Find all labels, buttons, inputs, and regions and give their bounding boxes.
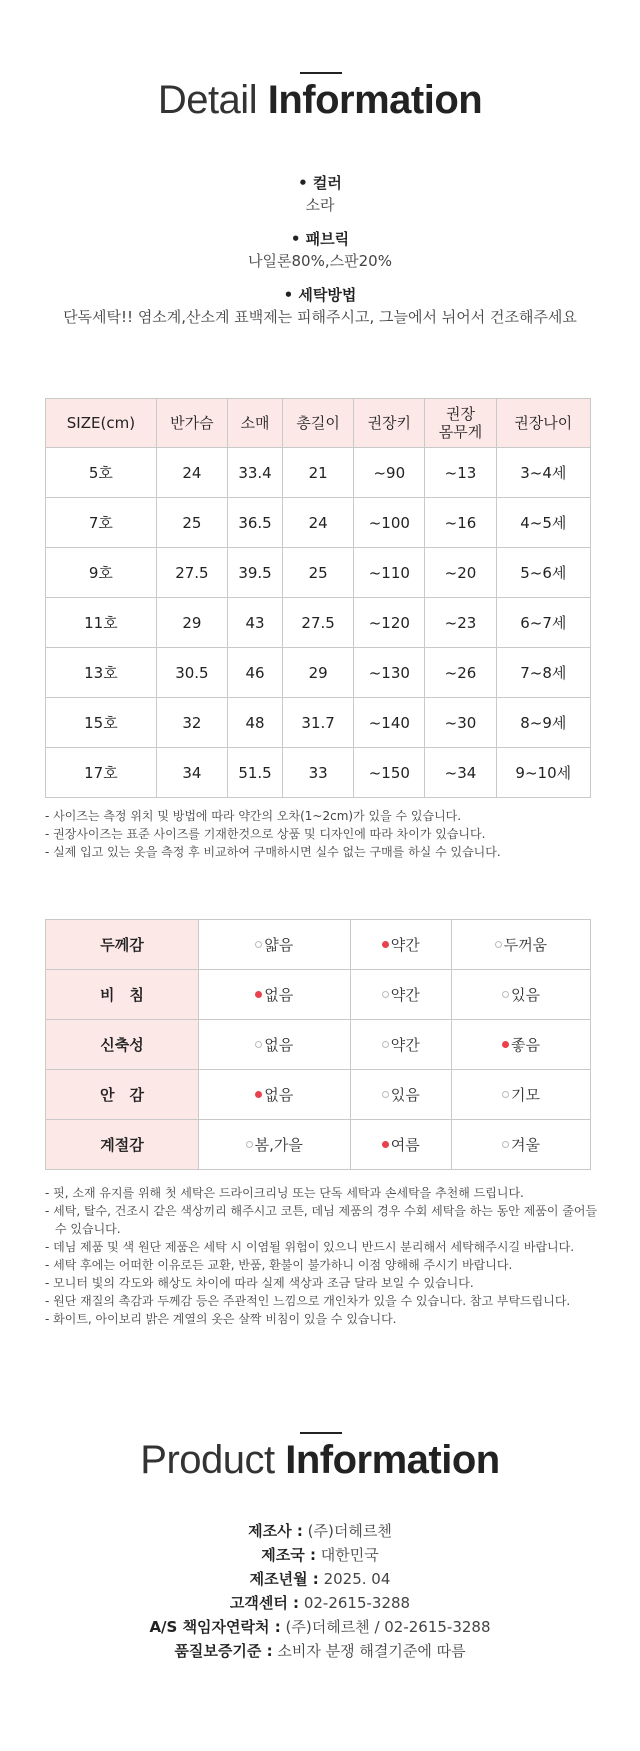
table-cell: 5호 bbox=[46, 448, 157, 498]
heading-divider bbox=[300, 1432, 342, 1434]
table-cell: ~140 bbox=[354, 698, 425, 748]
unselected-dot-icon bbox=[382, 1091, 389, 1098]
product-heading bbox=[0, 1438, 640, 1483]
feel-option bbox=[350, 1020, 451, 1070]
table-row bbox=[46, 648, 591, 698]
table-cell: 27.5 bbox=[156, 548, 227, 598]
table-cell: ~20 bbox=[425, 548, 496, 598]
detail-value: 소라 bbox=[305, 196, 335, 214]
table-cell: ~23 bbox=[425, 598, 496, 648]
table-cell: 29 bbox=[283, 648, 354, 698]
care-note: - 세탁, 탈수, 건조시 같은 색상끼리 해주시고 코튼, 데님 제품의 경우 수회 세탁을 하는 동안 제품이 줄어들 수 있습니다. bbox=[45, 1204, 598, 1236]
detail-heading bbox=[0, 78, 640, 123]
unselected-dot-icon bbox=[502, 991, 509, 998]
feel-label: 신축성 bbox=[46, 1020, 199, 1070]
detail-list bbox=[0, 172, 640, 340]
feel-option-label: 기모 bbox=[510, 1086, 540, 1104]
table-cell: 3~4세 bbox=[496, 448, 590, 498]
selected-dot-icon bbox=[502, 1041, 509, 1048]
feel-option bbox=[451, 1020, 590, 1070]
detail-label: • 컬러 bbox=[298, 174, 342, 192]
detail-value: 단독세탁!! 염소계,산소계 표백제는 피해주시고, 그늘에서 뉘어서 건조해주세요 bbox=[63, 308, 577, 326]
fabric-feel-body bbox=[46, 920, 591, 1170]
unselected-dot-icon bbox=[502, 1141, 509, 1148]
table-cell: 6~7세 bbox=[496, 598, 590, 648]
table-row bbox=[46, 748, 591, 798]
table-cell: 39.5 bbox=[228, 548, 283, 598]
detail-item-washing bbox=[0, 284, 640, 328]
table-row bbox=[46, 498, 591, 548]
feel-label: 계절감 bbox=[46, 1120, 199, 1170]
info-key: 제조사 : bbox=[248, 1522, 303, 1540]
info-key: 고객센터 : bbox=[229, 1594, 300, 1612]
feel-option bbox=[199, 1120, 351, 1170]
info-value: 대한민국 bbox=[320, 1546, 379, 1564]
table-cell: 7~8세 bbox=[496, 648, 590, 698]
feel-option-label: 봄,가을 bbox=[254, 1136, 303, 1154]
info-key: A/S 책임자연락처 : bbox=[149, 1618, 281, 1636]
size-note: - 사이즈는 측정 위치 및 방법에 따라 약간의 오차(1~2cm)가 있을 수 있습니다. bbox=[45, 809, 462, 823]
feel-option bbox=[350, 920, 451, 970]
feel-option bbox=[350, 1120, 451, 1170]
header-half-chest: 반가슴 bbox=[156, 399, 227, 448]
unselected-dot-icon bbox=[495, 941, 502, 948]
feel-label: 안 감 bbox=[46, 1070, 199, 1120]
table-row bbox=[46, 598, 591, 648]
info-value: (주)더헤르첸 / 02-2615-3288 bbox=[285, 1618, 491, 1636]
table-row bbox=[46, 448, 591, 498]
unselected-dot-icon bbox=[382, 1041, 389, 1048]
table-cell: 24 bbox=[156, 448, 227, 498]
feel-option-label: 없음 bbox=[264, 986, 294, 1004]
care-note: - 핏, 소재 유지를 위해 첫 세탁은 드라이크리닝 또는 단독 세탁과 손세탁을 추천해 드립니다. bbox=[45, 1186, 524, 1200]
feel-option-label: 여름 bbox=[390, 1136, 420, 1154]
feel-option-label: 좋음 bbox=[510, 1036, 540, 1054]
table-cell: 25 bbox=[283, 548, 354, 598]
care-note: - 화이트, 아이보리 밝은 계열의 옷은 살짝 비침이 있을 수 있습니다. bbox=[45, 1312, 397, 1326]
table-cell: ~13 bbox=[425, 448, 496, 498]
table-cell: 13호 bbox=[46, 648, 157, 698]
table-cell: 51.5 bbox=[228, 748, 283, 798]
table-cell: 36.5 bbox=[228, 498, 283, 548]
info-value: (주)더헤르첸 bbox=[307, 1522, 392, 1540]
info-key: 제조국 : bbox=[261, 1546, 316, 1564]
size-table bbox=[45, 398, 591, 798]
table-cell: 48 bbox=[228, 698, 283, 748]
feel-option-label: 있음 bbox=[390, 1086, 420, 1104]
header-total-length: 총길이 bbox=[283, 399, 354, 448]
header-weight-text: 권장 몸무게 bbox=[438, 405, 483, 441]
detail-item-fabric bbox=[0, 228, 640, 272]
feel-option-label: 두꺼움 bbox=[503, 936, 548, 954]
table-row bbox=[46, 1120, 591, 1170]
header-size: SIZE(cm) bbox=[46, 399, 157, 448]
table-cell: 11호 bbox=[46, 598, 157, 648]
unselected-dot-icon bbox=[255, 1041, 262, 1048]
header-sleeve: 소매 bbox=[228, 399, 283, 448]
table-row bbox=[46, 920, 591, 970]
size-note: - 권장사이즈는 표준 사이즈를 기재한것으로 상품 및 디자인에 따라 차이가 있습니다. bbox=[45, 827, 486, 841]
table-cell: 30.5 bbox=[156, 648, 227, 698]
table-cell: 8~9세 bbox=[496, 698, 590, 748]
table-cell: ~30 bbox=[425, 698, 496, 748]
table-row bbox=[46, 698, 591, 748]
table-cell: 15호 bbox=[46, 698, 157, 748]
table-cell: 9~10세 bbox=[496, 748, 590, 798]
feel-option-label: 있음 bbox=[510, 986, 540, 1004]
info-key: 품질보증기준 : bbox=[174, 1642, 273, 1660]
product-heading-bold: Information bbox=[285, 1438, 500, 1482]
selected-dot-icon bbox=[382, 941, 389, 948]
care-notes bbox=[45, 1184, 605, 1328]
feel-option bbox=[199, 970, 351, 1020]
table-cell: ~26 bbox=[425, 648, 496, 698]
care-note: - 세탁 후에는 어떠한 이유로든 교환, 반품, 환불이 불가하니 이점 양해해 주시기 바랍니다. bbox=[45, 1258, 513, 1272]
table-cell: ~130 bbox=[354, 648, 425, 698]
table-cell: 31.7 bbox=[283, 698, 354, 748]
table-cell: 24 bbox=[283, 498, 354, 548]
table-cell: 25 bbox=[156, 498, 227, 548]
table-cell: ~16 bbox=[425, 498, 496, 548]
feel-option-label: 얇음 bbox=[264, 936, 294, 954]
care-note: - 데님 제품 및 색 원단 제품은 세탁 시 이염될 위험이 있으니 반드시 분리해서 세탁해주시길 바랍니다. bbox=[45, 1240, 575, 1254]
feel-label: 두께감 bbox=[46, 920, 199, 970]
selected-dot-icon bbox=[382, 1141, 389, 1148]
table-cell: ~34 bbox=[425, 748, 496, 798]
table-cell: 32 bbox=[156, 698, 227, 748]
feel-option-label: 없음 bbox=[264, 1086, 294, 1104]
detail-label: • 패브릭 bbox=[290, 230, 350, 248]
feel-option-label: 약간 bbox=[390, 1036, 420, 1054]
info-value: 소비자 분쟁 해결기준에 따름 bbox=[277, 1642, 466, 1660]
feel-option-label: 겨울 bbox=[510, 1136, 540, 1154]
table-cell: 46 bbox=[228, 648, 283, 698]
table-cell: ~90 bbox=[354, 448, 425, 498]
size-note: - 실제 입고 있는 옷을 측정 후 비교하여 구매하시면 실수 없는 구매를 하실 수 있습니다. bbox=[45, 845, 501, 859]
table-cell: 21 bbox=[283, 448, 354, 498]
feel-option-label: 약간 bbox=[390, 986, 420, 1004]
table-cell: ~100 bbox=[354, 498, 425, 548]
table-row bbox=[46, 1020, 591, 1070]
heading-divider bbox=[300, 72, 342, 74]
info-quality-standard bbox=[0, 1639, 640, 1663]
table-cell: 17호 bbox=[46, 748, 157, 798]
detail-heading-bold: Information bbox=[267, 78, 483, 122]
feel-option bbox=[451, 1120, 590, 1170]
table-cell: 29 bbox=[156, 598, 227, 648]
table-cell: 33.4 bbox=[228, 448, 283, 498]
detail-label: • 세탁방법 bbox=[283, 286, 357, 304]
table-row bbox=[46, 548, 591, 598]
header-recommended-weight bbox=[425, 399, 496, 448]
feel-option bbox=[350, 1070, 451, 1120]
table-cell: 43 bbox=[228, 598, 283, 648]
care-note: - 원단 재질의 촉감과 두께감 등은 주관적인 느낌으로 개인차가 있을 수 있습니다. 참고 부탁드립니다. bbox=[45, 1294, 571, 1308]
feel-option bbox=[199, 1020, 351, 1070]
feel-option bbox=[451, 920, 590, 970]
info-as-contact bbox=[0, 1615, 640, 1639]
info-customer-center bbox=[0, 1591, 640, 1615]
table-cell: 4~5세 bbox=[496, 498, 590, 548]
feel-option bbox=[451, 970, 590, 1020]
feel-option bbox=[199, 1070, 351, 1120]
table-cell: ~150 bbox=[354, 748, 425, 798]
info-manufacturer bbox=[0, 1519, 640, 1543]
selected-dot-icon bbox=[255, 1091, 262, 1098]
care-note: - 모니터 빛의 각도와 해상도 차이에 따라 실제 색상과 조금 달라 보일 수 있습니다. bbox=[45, 1276, 474, 1290]
feel-option-label: 약간 bbox=[390, 936, 420, 954]
unselected-dot-icon bbox=[382, 991, 389, 998]
table-row bbox=[46, 970, 591, 1020]
table-cell: ~120 bbox=[354, 598, 425, 648]
info-value: 02-2615-3288 bbox=[303, 1594, 411, 1612]
table-cell: 7호 bbox=[46, 498, 157, 548]
header-recommended-height: 권장키 bbox=[354, 399, 425, 448]
table-cell: 27.5 bbox=[283, 598, 354, 648]
size-table-body bbox=[46, 448, 591, 798]
info-key: 제조년월 : bbox=[249, 1570, 319, 1588]
unselected-dot-icon bbox=[502, 1091, 509, 1098]
unselected-dot-icon bbox=[255, 941, 262, 948]
size-notes bbox=[45, 807, 501, 861]
feel-option bbox=[451, 1070, 590, 1120]
fabric-feel-table bbox=[45, 919, 591, 1170]
info-date bbox=[0, 1567, 640, 1591]
feel-option bbox=[199, 920, 351, 970]
table-cell: ~110 bbox=[354, 548, 425, 598]
detail-heading-light: Detail bbox=[157, 78, 258, 122]
table-cell: 9호 bbox=[46, 548, 157, 598]
feel-option-label: 없음 bbox=[264, 1036, 294, 1054]
feel-option bbox=[350, 970, 451, 1020]
info-value: 2025. 04 bbox=[323, 1570, 391, 1588]
product-info-list bbox=[0, 1519, 640, 1663]
feel-label: 비 침 bbox=[46, 970, 199, 1020]
selected-dot-icon bbox=[255, 991, 262, 998]
table-row bbox=[46, 1070, 591, 1120]
detail-value: 나일론80%,스판20% bbox=[248, 252, 392, 270]
table-cell: 33 bbox=[283, 748, 354, 798]
detail-item-color bbox=[0, 172, 640, 216]
table-cell: 5~6세 bbox=[496, 548, 590, 598]
unselected-dot-icon bbox=[246, 1141, 253, 1148]
table-cell: 34 bbox=[156, 748, 227, 798]
product-heading-light: Product bbox=[140, 1438, 275, 1482]
size-table-header-row bbox=[46, 399, 591, 448]
header-recommended-age: 권장나이 bbox=[496, 399, 590, 448]
info-country bbox=[0, 1543, 640, 1567]
